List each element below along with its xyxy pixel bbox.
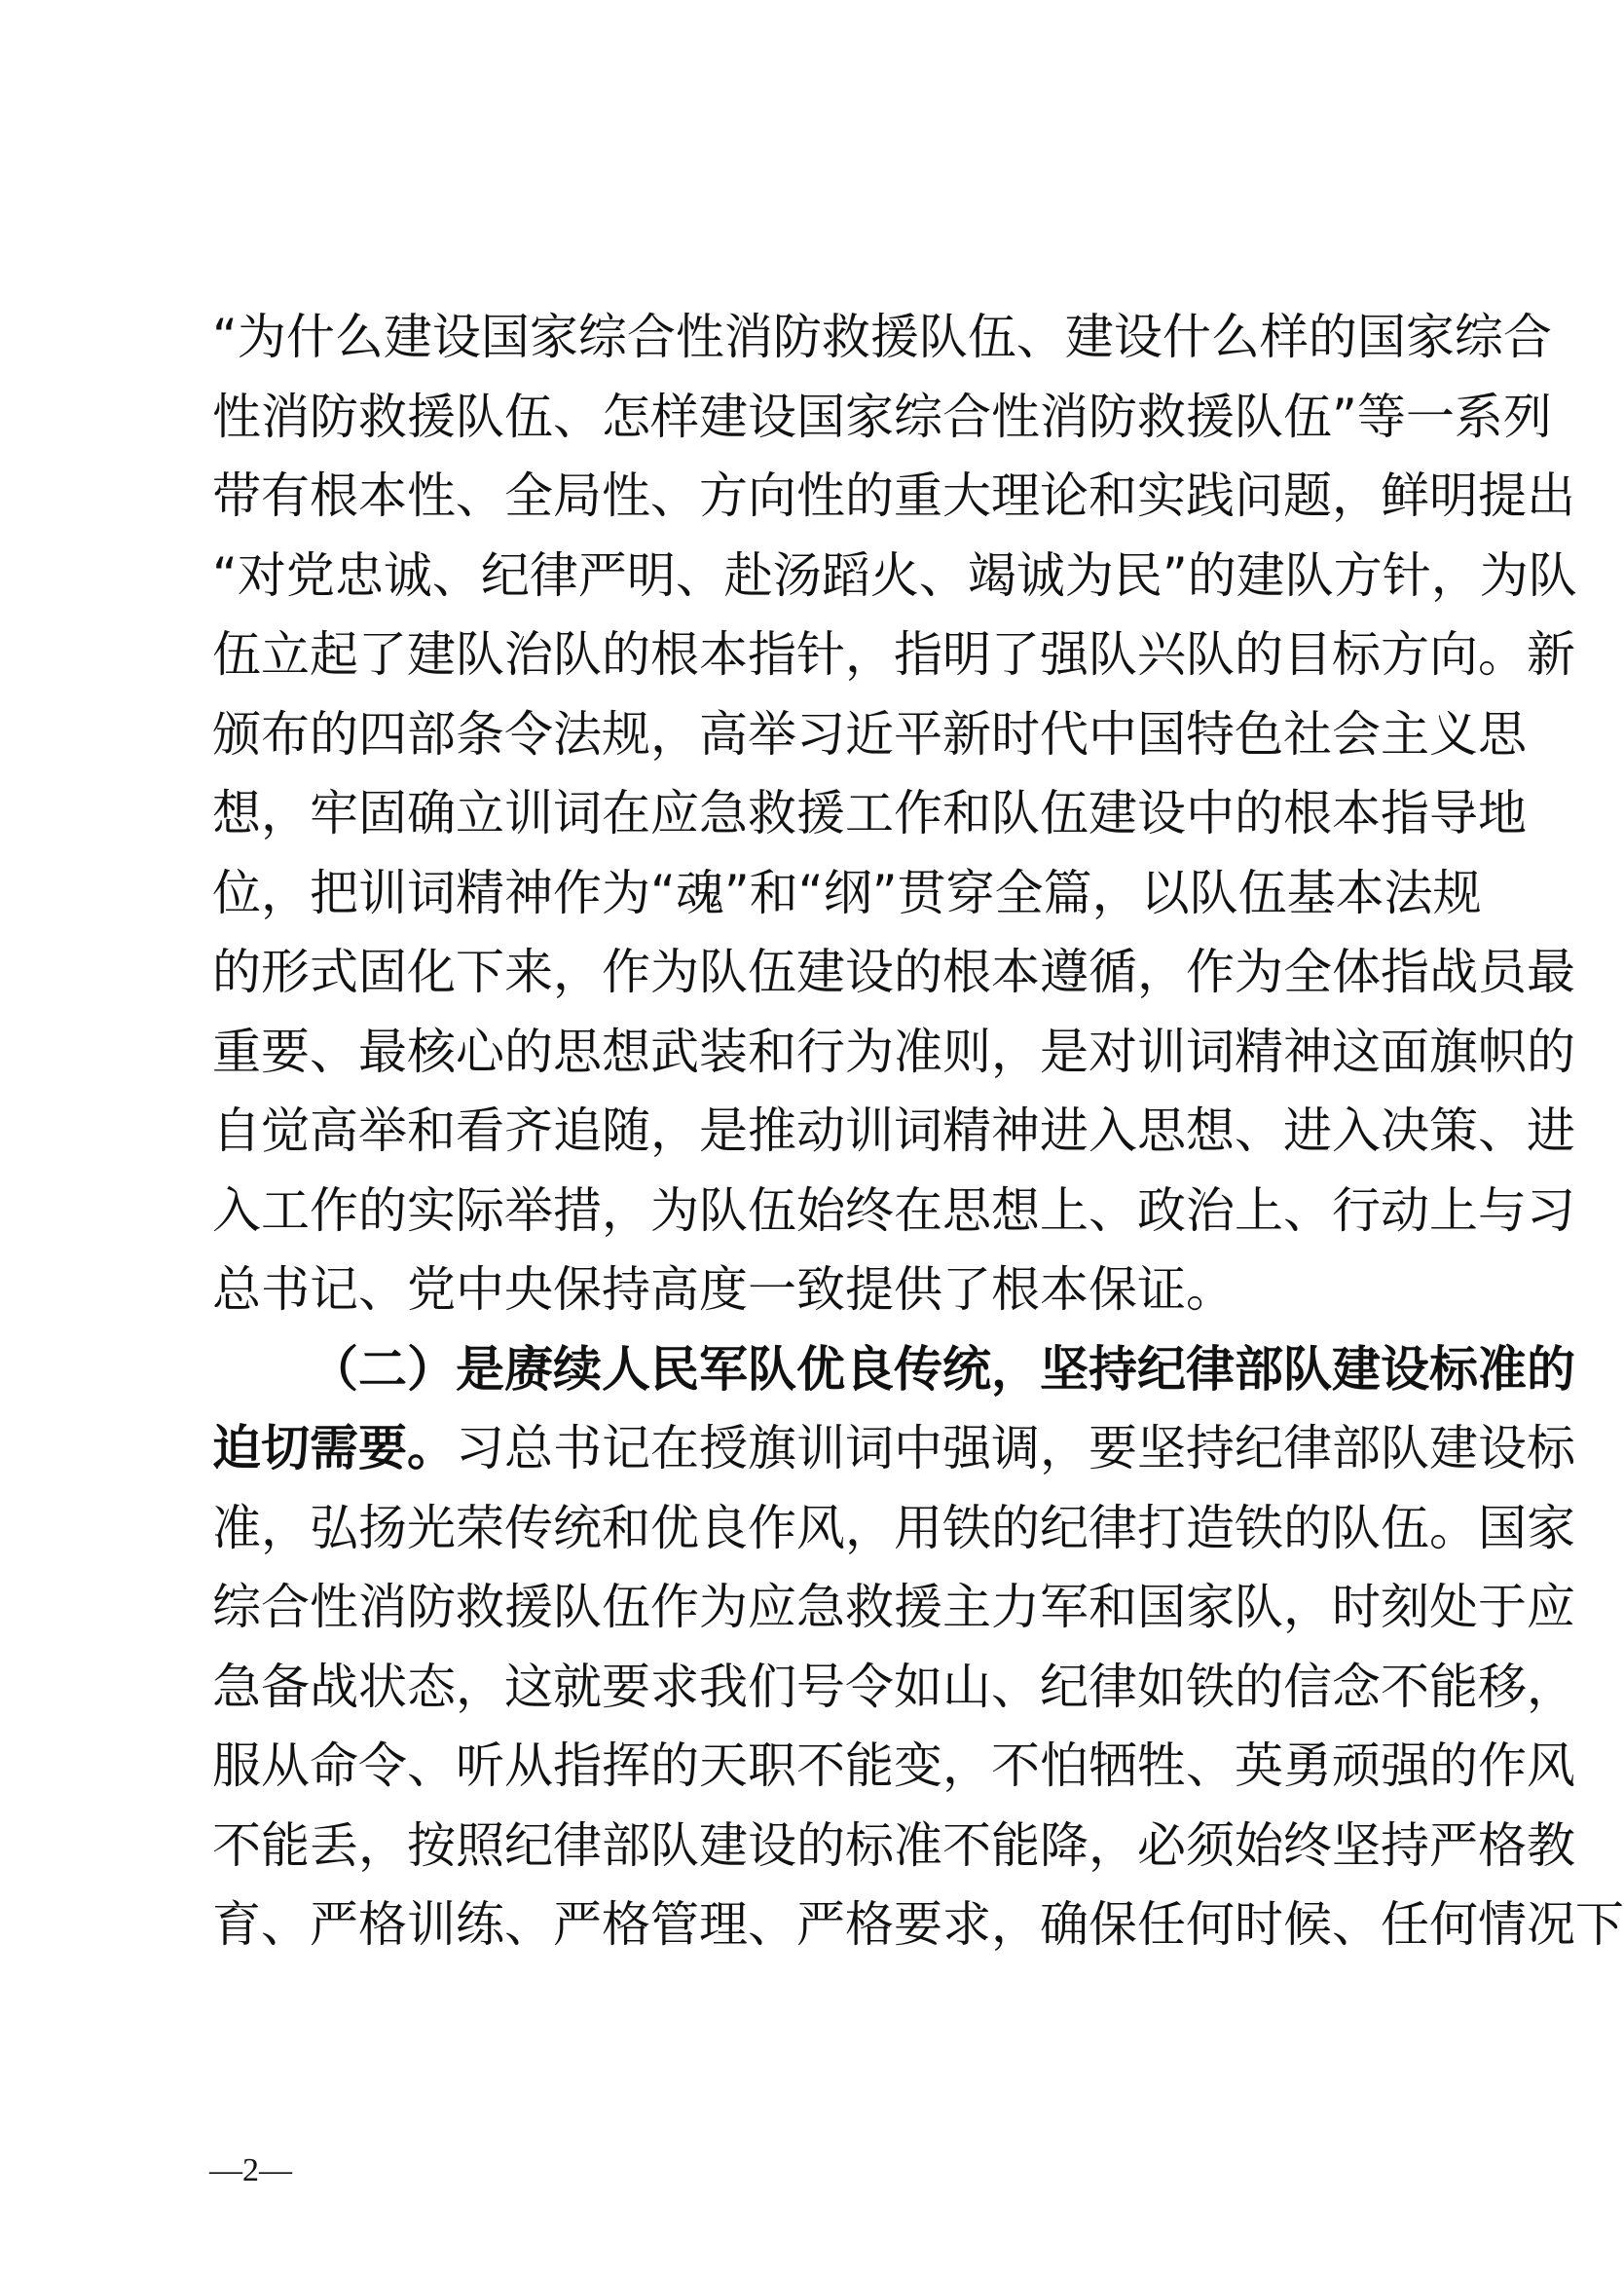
page-number: —2— (209, 2152, 292, 2188)
text-line: 性消防救援队伍、怎样建设国家综合性消防救援队伍”等一系列 (212, 388, 1552, 445)
text-line: 伍立起了建队治队的根本指针，指明了强队兴队的目标方向。新 (212, 626, 1575, 683)
text-line: 想，牢固确立训词在应急救援工作和队伍建设中的根本指导地 (212, 785, 1527, 841)
text-line: 综合性消防救援队伍作为应急救援主力军和国家队，时刻处于应 (212, 1579, 1575, 1635)
text-line: “对党忠诚、纪律严明、赴汤蹈火、竭诚为民”的建队方针，为队 (212, 546, 1577, 604)
text-line: 不能丢，按照纪律部队建设的标准不能降，必须始终坚持严格教 (212, 1816, 1575, 1874)
text-line: 总书记、党中央保持高度一致提供了根本保证。 (212, 1261, 1235, 1318)
text-line: 准，弘扬光荣传统和优良作风，用铁的纪律打造铁的队伍。国家 (212, 1499, 1575, 1556)
text-line: 颁布的四部条令法规，高举习近平新时代中国特色社会主义思 (212, 705, 1527, 763)
paragraph-2 (212, 1330, 1624, 1965)
text-line: 位，把训词精神作为“魂”和“纲”贯穿全篇，以队伍基本法规 (212, 864, 1482, 921)
text-line: 的形式固化下来，作为队伍建设的根本遵循，作为全体指战员最 (212, 944, 1575, 1000)
text-line: 服从命令、听从指挥的天职不能变，不怕牺牲、英勇顽强的作风 (212, 1737, 1575, 1794)
text-line: 带有根本性、全局性、方向性的重大理论和实践问题，鲜明提出 (212, 467, 1575, 524)
text-line (212, 1409, 1575, 1489)
text-line: 急备战状态，这就要求我们号令如山、纪律如铁的信念不能移， (212, 1658, 1575, 1715)
text-line: “为什么建设国家综合性消防救援队伍、建设什么样的国家综合 (212, 309, 1552, 365)
text-line: 入工作的实际举措，为队伍始终在思想上、政治上、行动上与习 (212, 1181, 1575, 1239)
section-heading: （二）是赓续人民军队优良传统，坚持纪律部队建设标准的 (310, 1340, 1575, 1398)
text-span: 习总书记在授旗训词中强调，要坚持纪律部队建设标 (456, 1420, 1575, 1476)
text-line: 重要、最核心的思想武装和行为准则，是对训词精神这面旗帜的 (212, 1023, 1575, 1080)
section-heading-tail: 迫切需要。 (212, 1420, 456, 1476)
document-body (212, 298, 1624, 1965)
paragraph-1 (212, 298, 1577, 1330)
text-line: 育、严格训练、严格管理、严格要求，确保任何时候、任何情况下 (212, 1896, 1624, 1953)
text-line: 自觉高举和看齐追随，是推动训词精神进入思想、进入决策、进 (212, 1102, 1575, 1159)
